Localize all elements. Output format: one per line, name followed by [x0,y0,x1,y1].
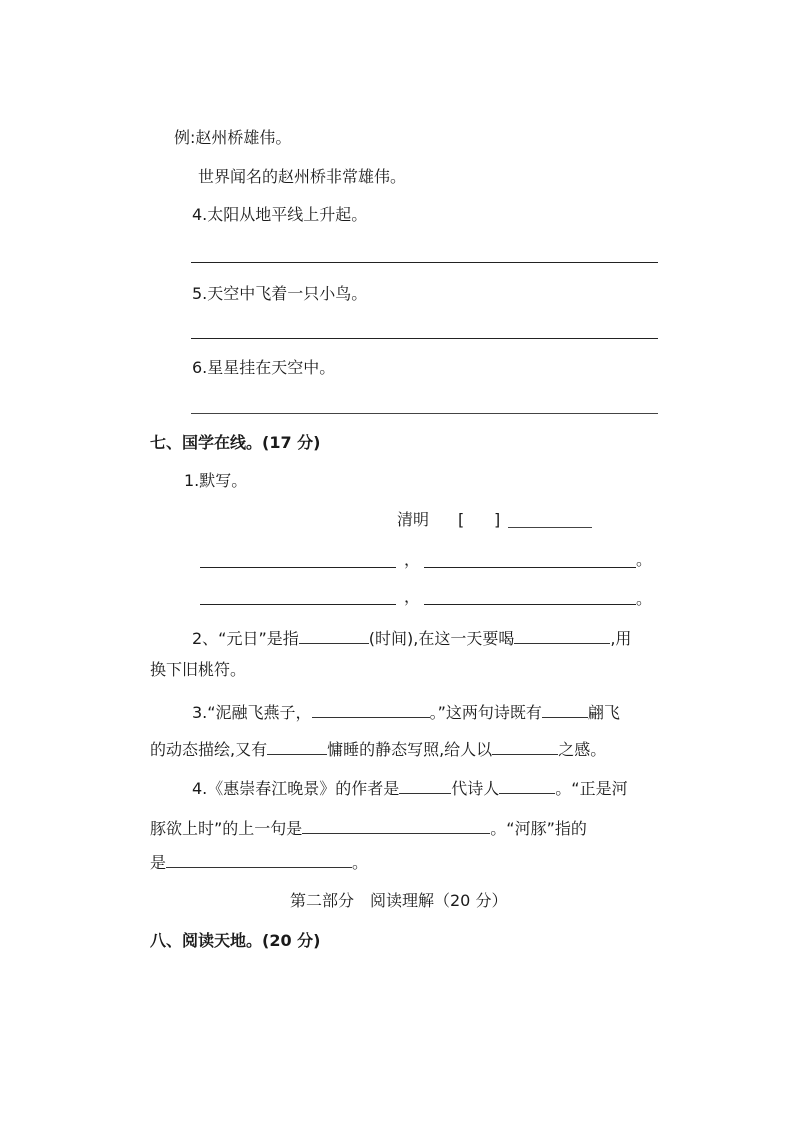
q4-blank-prev-line[interactable] [302,817,490,834]
q3-blank-sleep[interactable] [267,738,327,755]
poem-title: 清明 [397,510,430,529]
q4-text-2: 代诗人 [451,779,500,798]
part2-heading: 第二部分 阅读理解（20 分） [290,891,508,910]
example-answer: 世界闻名的赵州桥非常雄伟。 [198,167,407,186]
q3-line2 [150,738,606,760]
q3-blank-fly[interactable] [542,701,588,718]
bracket-open: [ [458,510,465,529]
q4-blank-poet[interactable] [499,777,555,794]
section7-title: 七、国学在线。(17 分) [150,433,321,452]
example-label: 例:赵州桥雄伟。 [174,128,292,147]
q3-blank-poem[interactable] [312,701,430,718]
q4-text-1: 4.《惠崇春江晚景》的作者是 [192,779,400,798]
q3-text-2: 。”这两句诗既有 [429,703,542,722]
answer-line-5[interactable] [191,338,658,339]
poem-period-2: 。 [636,589,653,608]
sentence-4: 4.太阳从地平线上升起。 [192,205,368,224]
q4-line3 [150,851,368,873]
q2-line1 [192,627,631,649]
poem-comma-2: ， [404,587,421,606]
poem-comma-1: ， [404,550,421,569]
q2-text-3: ,用 [610,629,632,648]
section8-title: 八、阅读天地。(20 分) [150,931,321,950]
q3-text-4: 的动态描绘,又有 [150,740,268,759]
q2-text-1: 2、“元日”是指 [192,629,299,648]
q4-line2 [150,817,587,839]
q2-text-2: (时间),在这一天要喝 [368,629,515,648]
q3-text-1: 3.“泥融飞燕子， [192,703,312,722]
q4-text-6: 是 [150,853,167,872]
q4-blank-meaning[interactable] [166,851,352,868]
q4-text-7: 。 [352,853,369,872]
answer-line-6[interactable] [191,413,658,414]
q4-text-3: 。“正是河 [555,779,628,798]
sentence-5: 5.天空中飞着一只小鸟。 [192,284,368,303]
q3-text-3: 翩飞 [587,703,620,722]
q2-blank-time[interactable] [299,627,369,644]
poem-line-2a[interactable] [200,604,396,605]
q4-text-5: 。“河豚”指的 [490,819,587,838]
q3-blank-feel[interactable] [492,738,558,755]
poem-period-1: 。 [636,550,653,569]
answer-line-4[interactable] [191,262,658,263]
sentence-6: 6.星星挂在天空中。 [192,358,336,377]
q3-text-5: 慵睡的静态写照,给人以 [327,740,493,759]
q3-text-6: 之感。 [558,740,607,759]
q2-line2: 换下旧桃符。 [150,660,247,679]
q3-line1 [192,701,620,723]
author-blank[interactable] [508,527,592,528]
q4-line1 [192,777,628,799]
q1-label: 1.默写。 [184,471,248,490]
q2-blank-drink[interactable] [514,627,610,644]
q4-blank-dynasty[interactable] [399,777,451,794]
poem-line-1b[interactable] [424,567,636,568]
poem-line-2b[interactable] [424,604,636,605]
bracket-close: ] [494,510,501,529]
poem-line-1a[interactable] [200,567,396,568]
q4-text-4: 豚欲上时”的上一句是 [150,819,303,838]
